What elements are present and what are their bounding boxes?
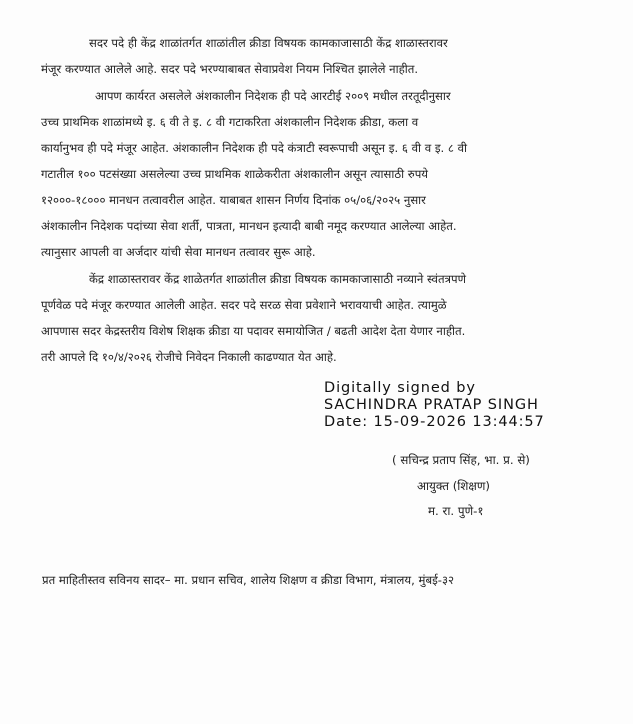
copy-to-line: प्रत माहितीस्तव सविनय सादर– मा. प्रधान सचिव, शालेय शिक्षण व क्रीडा विभाग, मंत्रालय, मुंबई-३२ <box>42 573 455 587</box>
paragraph-3-line-3: आपणास सदर केद्रस्तरीय विशेष शिक्षक क्रीडा या पदावर समायोजित / बढती आदेश देता येणार नाहीत. <box>41 324 466 338</box>
paragraph-2-line-4: गटातील १०० पटसंख्या असलेल्या उच्च प्राथमिक शाळेकरीता अंशकालीन असून त्यासाठी रुपये <box>41 167 429 181</box>
paragraph-2-line-7: त्यानुसार आपली वा अर्जदार यांची सेवा मानधन तत्वावर सुरू आहे. <box>41 245 316 259</box>
paragraph-1-line-2: मंजूर करण्यात आलेले आहे. सदर पदे भरण्याबाबत सेवाप्रवेश नियम निश्चित झालेले नाहीत. <box>41 62 419 76</box>
paragraph-2-line-2: उच्च प्राथमिक शाळांमध्ये इ. ६ वी ते इ. ८ वी गटाकरिता अंशकालीन निदेशक क्रीडा, कला व <box>41 115 419 129</box>
digital-signature-line-1: Digitally signed by <box>324 380 476 396</box>
paragraph-2-line-1: आपण कार्यरत असलेले अंशकालीन निदेशक ही पदे आरटीई २००९ मधील तरतूदीनुसार <box>95 89 451 103</box>
paragraph-3-line-2: पूर्णवेळ पदे मंजूर करण्यात आलेली आहेत. सदर पदे सरळ सेवा प्रवेशाने भरावयाची आहेत. त्यामुळे <box>41 298 447 312</box>
digital-signature-name: SACHINDRA PRATAP SINGH <box>324 397 539 413</box>
signatory-designation: आयुक्त (शिक्षण) <box>417 479 490 493</box>
signatory-name: ( सचिन्द्र प्रताप सिंह, भा. प्र. से) <box>392 453 530 467</box>
signatory-office: म. रा. पुणे-१ <box>428 504 484 518</box>
digital-signature-date: Date: 15-09-2026 13:44:57 <box>324 414 545 430</box>
paragraph-1-line-1: सदर पदे ही केंद्र शाळांतर्गत शाळांतील क्रीडा विषयक कामकाजासाठी केंद्र शाळास्तरावर <box>89 36 448 50</box>
paragraph-3-line-4: तरी आपले दि १०/४/२०२६ रोजीचे निवेदन निकाली काढण्यात येत आहे. <box>41 350 337 364</box>
paragraph-2-line-5: १२०००-१८००० मानधन तत्वावरील आहेत. याबाबत शासन निर्णय दिनांक ०५/०६/२०२५ नुसार <box>41 193 426 207</box>
paragraph-3-line-1: केंद्र शाळास्तरावर केंद्र शाळेतर्गत शाळांतील क्रीडा विषयक कामकाजासाठी नव्याने स्वंतत्रपणे <box>89 272 466 286</box>
paragraph-2-line-6: अंशकालीन निदेशक पदांच्या सेवा शर्ती, पात्रता, मानधन इत्यादी बाबी नमूद करण्यात आलेल्या आहेत. <box>41 219 457 233</box>
paragraph-2-line-3: कार्यानुभव ही पदे मंजूर आहेत. अंशकालीन निदेशक ही पदे कंत्राटी स्वरूपाची असून इ. ६ वी व इ. ८ वी <box>41 141 468 155</box>
